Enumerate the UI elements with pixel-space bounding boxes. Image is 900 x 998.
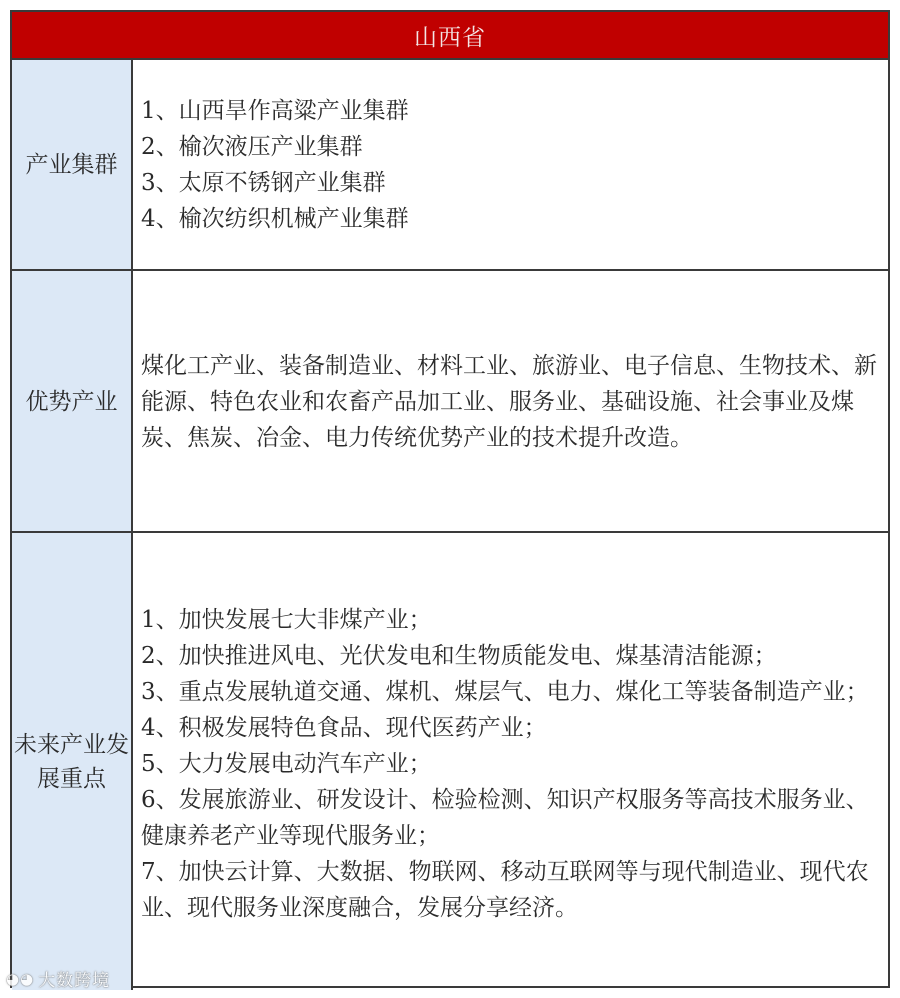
row-label: 产业集群 — [12, 60, 133, 270]
row-content — [133, 533, 888, 990]
table-header — [12, 12, 888, 60]
list-item: 1、山西旱作高粱产业集群 — [141, 98, 409, 124]
list-item: 3、太原不锈钢产业集群 — [141, 170, 386, 196]
row-content — [133, 60, 888, 270]
list-item: 4、榆次纺织机械产业集群 — [141, 206, 409, 232]
row-industry-clusters — [12, 60, 888, 270]
row-label: 优势产业 — [12, 271, 133, 533]
eye-logo-icon: ◕◕ — [6, 969, 35, 988]
province-industry-table — [10, 10, 890, 988]
watermark — [6, 966, 110, 991]
list-item: 3、重点发展轨道交通、煤机、煤层气、电力、煤化工等装备制造产业； — [141, 678, 869, 705]
list-item: 煤化工产业、装备制造业、材料工业、旅游业、电子信息、生物技术、新能源、特色农业和农畜产品加工业、服务业、基础设施、社会事业及煤炭、焦炭、冶金、电力传统优势产业的技术提升改造。 — [141, 353, 877, 451]
row-label: 未来产业发展重点 — [12, 533, 133, 990]
list-item: 5、大力发展电动汽车产业； — [141, 750, 432, 777]
watermark-text: 大数跨境 — [38, 971, 111, 991]
list-item: 6、发展旅游业、研发设计、检验检测、知识产权服务等高技术服务业、健康养老产业等现代服务业； — [141, 786, 869, 849]
province-title: 山西省 — [414, 24, 486, 51]
list-item: 7、加快云计算、大数据、物联网、移动互联网等与现代制造业、现代农业、现代服务业深度融合，发展分享经济。 — [141, 858, 869, 921]
row-content — [133, 271, 888, 533]
row-advantage-industries — [12, 269, 888, 533]
row-future-focus — [12, 531, 888, 990]
list-item: 2、榆次液压产业集群 — [141, 134, 363, 160]
list-item: 4、积极发展特色食品、现代医药产业； — [141, 714, 547, 741]
list-item: 2、加快推进风电、光伏发电和生物质能发电、煤基清洁能源； — [141, 642, 777, 669]
list-item: 1、加快发展七大非煤产业； — [141, 606, 432, 633]
